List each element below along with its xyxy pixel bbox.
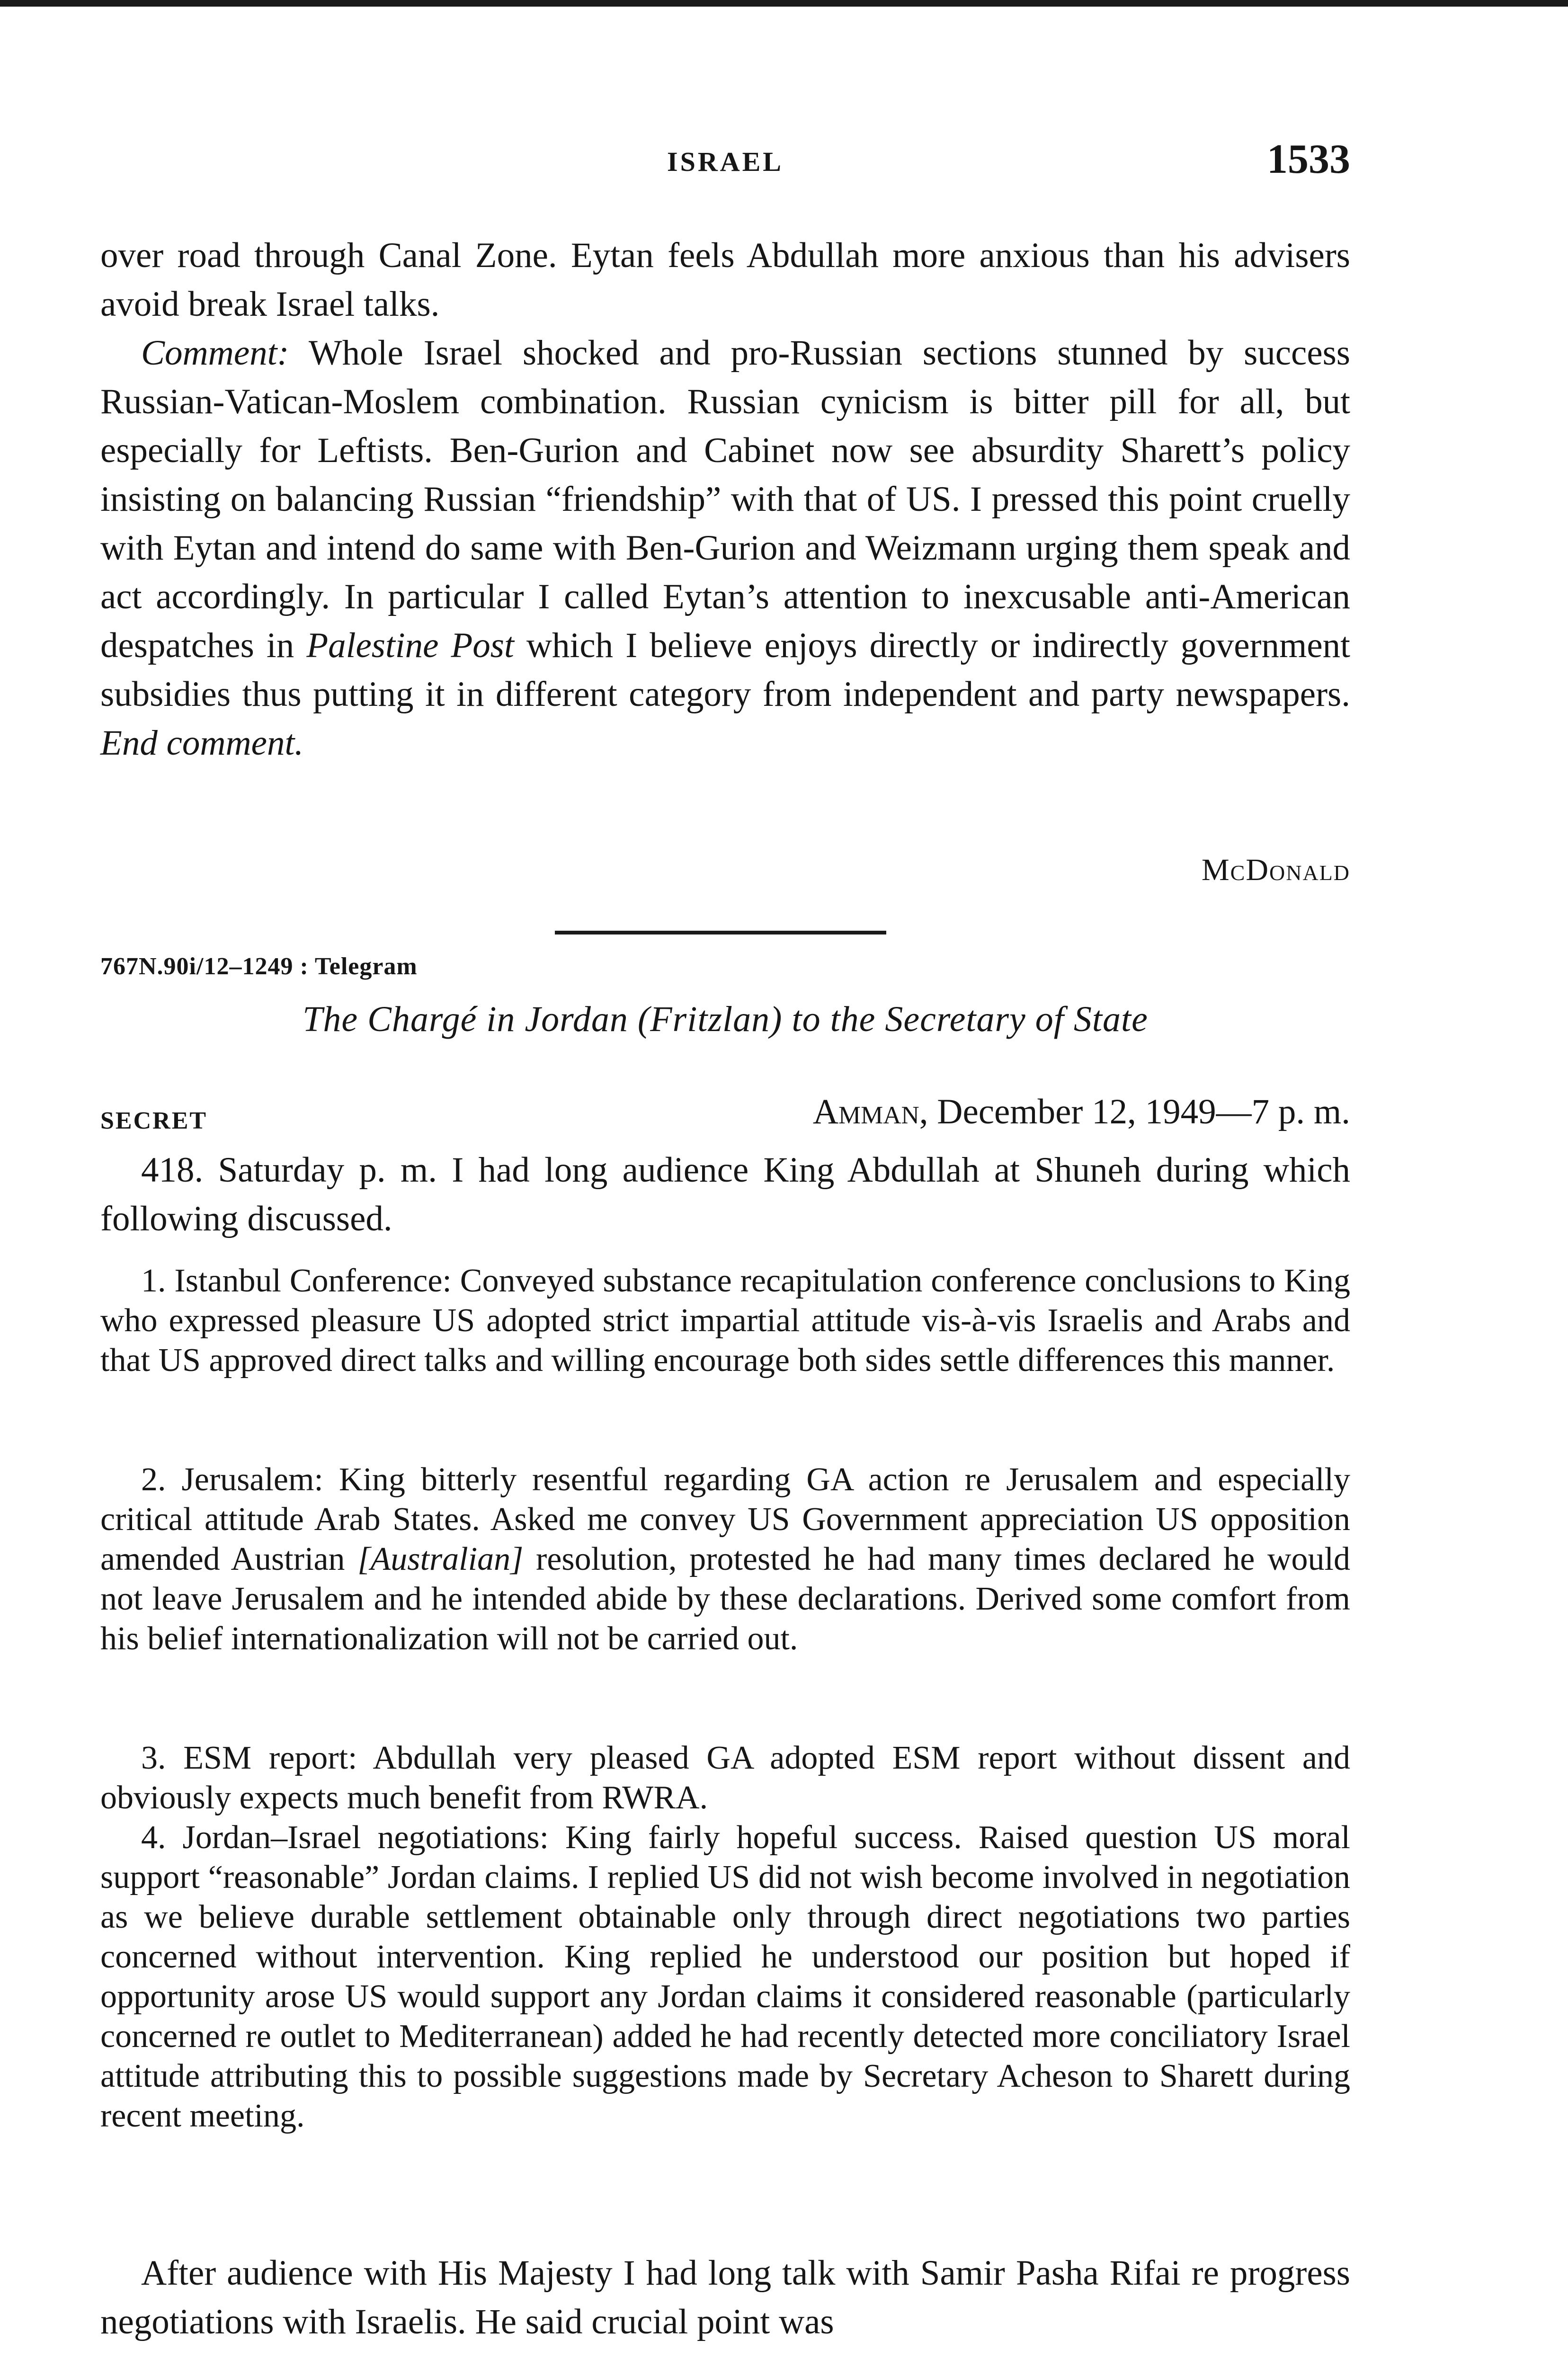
jerusalem-text-b: resolution, protested he had many times declared he would not leave Jerusalem and he intended abide by these declarations. Derived some comfort from his belief internationalization will not be carried out. — [100, 1541, 1350, 1657]
comment-text-b: which I believe enjoys directly or indirectly government subsidies thus putting it in different category from independent and party newspapers. — [100, 626, 1350, 714]
page-number: 1533 — [1267, 136, 1350, 182]
signature: McDonald — [1201, 853, 1350, 887]
comment-text-a: Whole Israel shocked and pro-Russian sections stunned by success Russian-Vatican-Moslem combination. Russian cynicism is bitter pill for all, but especially for Leftists. Ben-Gurion and Cabinet now see absurdity Sharett’s policy insisting on balancing Russian “friendship” with that of US. I pressed this point cruelly with Eytan and intend do same with Ben-Gurion and Weizmann urging them speak and act accordingly. In particular I called Eytan’s attention to inexcusable anti-American despatches in — [100, 333, 1350, 665]
paragraph-comment — [100, 329, 1350, 767]
classification-label: SECRET — [100, 1107, 208, 1134]
end-comment: End comment. — [100, 723, 304, 763]
dateline — [813, 1092, 1350, 1132]
telegram-intro: 418. Saturday p. m. I had long audience King Abdullah at Shuneh during which following discussed. — [100, 1150, 1350, 1238]
running-header — [100, 135, 1350, 192]
paragraph-after-audience: After audience with His Majesty I had long talk with Samir Pasha Rifai re progress negotiations with Israelis. He said crucial point was — [100, 2253, 1350, 2341]
dateline-place: Amman, — [812, 1092, 928, 1131]
file-reference: 767N.90i/12–1249 : Telegram — [100, 953, 418, 980]
page-top-edge — [0, 0, 1568, 7]
list-item-esm-report: 3. ESM report: Abdullah very pleased GA adopted ESM report without dissent and obviously expects much benefit from RWRA. — [100, 1740, 1350, 1816]
jerusalem-text-a: 2. Jerusalem: King bitterly resentful regarding GA action re Jerusalem and especially critical attitude Arab States. Asked me convey US Government appreciation US opposition amended Austrian — [100, 1461, 1350, 1577]
paragraph-continuation: over road through Canal Zone. Eytan feels Abdullah more anxious than his advisers avoid break Israel talks. — [100, 236, 1350, 324]
list-item-istanbul: 1. Istanbul Conference: Conveyed substance recapitulation conference conclusions to King who expressed pleasure US adopted strict impartial attitude vis-à-vis Israelis and Arabs and that US approved direct talks and willing encourage both sides settle differences this manner. — [100, 1263, 1350, 1379]
comment-label: Comment: — [141, 333, 289, 373]
list-item-jerusalem — [100, 1460, 1350, 1659]
section-divider — [555, 931, 886, 934]
dateline-date: December 12, 1949—7 p. m. — [928, 1092, 1350, 1131]
running-title: ISRAEL — [667, 146, 784, 177]
list-item-negotiations: 4. Jordan–Israel negotiations: King fairly hopeful success. Raised question US moral support “reasonable” Jordan claims. I replied US did not wish become involved in negotiation as we believe durable settlement obtainable only through direct negotiations two parties concerned without intervention. King replied he understood our position but hoped if opportunity arose US would support any Jordan claims it considered reasonable (particularly concerned re outlet to Mediterranean) added he had recently detected more conciliatory Israel attitude attributing this to possible suggestions made by Secretary Acheson to Sharett during recent meeting. — [100, 1819, 1350, 2134]
document-title: The Chargé in Jordan (Fritzlan) to the Secretary of State — [303, 999, 1148, 1039]
australian-correction: [Australian] — [357, 1541, 524, 1577]
newspaper-title: Palestine Post — [306, 626, 514, 665]
